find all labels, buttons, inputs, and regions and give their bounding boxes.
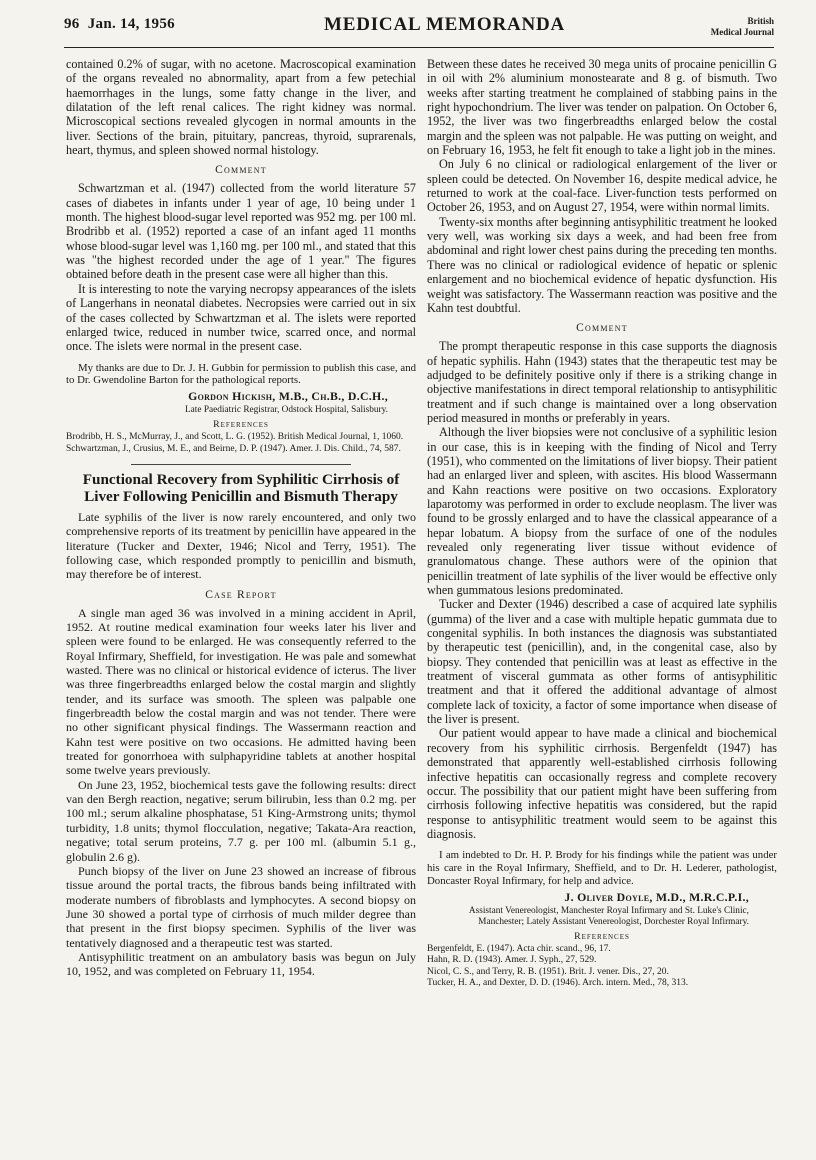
section-heading-comment: Comment: [576, 322, 628, 335]
author-signature: [66, 389, 416, 416]
journal-name-line1: British: [747, 16, 774, 26]
left-column: [66, 57, 416, 979]
paragraph: Although the liver biopsies were not conclusive of a syphilitic lesion in our case, this is in keeping with the finding of Nicol and Terry (1951), who commented on the limitations of liver biopsy. Their patient had an enlarged liver and spleen, with ascites. His blood Wassermann and Kahn reactions were positive on two occasions. Exploratory laparotomy was performed in order to exclude neoplasm. The liver was found to be grossly enlarged and to have the classical appearance of a hepar lobatum. A biopsy from the surface of one of the nodules revealed only regenerating liver tissue without evidence of granulomatous change. These authors were of the opinion that penicillin treatment of late syphilis of the liver would be effective only when gummatous lesions predominated.: [427, 425, 777, 598]
page-header: [64, 12, 774, 52]
author-name: J. Oliver Doyle, M.D., M.R.C.P.I.,: [564, 889, 749, 904]
issue-date: Jan. 14, 1956: [87, 16, 175, 32]
acknowledgement: I am indebted to Dr. H. P. Brody for his findings while the patient was under his care in the Royal Infirmary, Sheffield, and to Dr. H. Lederer, pathologist, Doncaster Royal Infirmary, for help and advice.: [427, 849, 777, 888]
reference-item: Brodribb, H. S., McMurray, J., and Scott, L. G. (1952). British Medical Journal, 1, 1060.: [66, 432, 404, 443]
author-role: Late Paediatric Registrar, Odstock Hospital, Salisbury.: [185, 405, 388, 416]
article-divider: [131, 464, 351, 465]
acknowledgement: My thanks are due to Dr. J. H. Gubbin for permission to publish this case, and to Dr. Gwendoline Barton for the pathological reports.: [66, 361, 416, 387]
paragraph: Between these dates he received 30 mega units of procaine penicillin G in oil with 2% aluminium monostearate and 8 g. of bismuth. Two weeks after starting treatment he complained of stabbing pains in the right hypochondrium. The liver was tender on palpation. On October 6, 1952, the liver was two fingerbreadths enlarged below the costal margin and the spleen was not palpable. He was putting on weight, and on February 16, 1953, he felt fit enough to take a light job in the mines.: [427, 57, 777, 158]
section-heading-case-report: Case Report: [205, 588, 277, 601]
references-heading: References: [213, 419, 269, 431]
reference-item: Hahn, R. D. (1943). Amer. J. Syph., 27, 529.: [427, 955, 597, 966]
paragraph: Schwartzman et al. (1947) collected from the world literature 57 cases of diabetes in infants under 1 year of age, 10 being under 1 month. The highest blood-sugar level reported was 952 mg. per 100 ml. Brodribb et al. (1952) reported a case of an infant aged 11 months whose blood-sugar level was 1,160 mg. per 100 ml., and stated that this was "the highest recorded under the age of 1 year." The figures obtained before death in the present case were all higher than this.: [66, 181, 416, 282]
author-signature: [427, 890, 777, 928]
paragraph: The prompt therapeutic response in this case supports the diagnosis of hepatic syphilis. Hahn (1943) states that the therapeutic test may be adjudged to be definitely positive only if there is a striking change in objective manifestations in direct temporal relationship to antisyphilitic treatment and if such change is maintained over a long observation period measured in months or preferably in years.: [427, 339, 777, 425]
paragraph: Tucker and Dexter (1946) described a case of acquired late syphilis (gumma) of the liver and a case with multiple hepatic gummata due to congenital syphilis. In both instances the diagnosis was substantiated by therapeutic test (penicillin), and, in the congenital case, also by biopsy. They contended that penicillin was at least as effective in the treatment of visceral gummata as other forms of antisyphilitic treatment and that it offered the additional advantage of almost complete lack of toxicity, a factor of some importance when disease of the liver is present.: [427, 597, 777, 727]
paragraph: Late syphilis of the liver is now rarely encountered, and only two comprehensive reports of its treatment by penicillin have appeared in the literature (Tucker and Dexter, 1946; Nicol and Terry, 1951). The following case, which responded promptly to penicillin and bismuth, may therefore be of interest.: [66, 509, 416, 582]
right-column: [427, 57, 777, 989]
references-heading: References: [574, 930, 630, 942]
header-rule: [64, 47, 774, 48]
paragraph: Our patient would appear to have made a clinical and biochemical recovery from his syphilitic cirrhosis. Bergenfeldt (1947) has demonstrated that apparently well-established cirrhosis following infective hepatitis can occasionally regress and complete recovery occur. The possibility that our patient might have been suffering from cirrhosis following infective hepatitis was considered, but the rapid response to antisyphilitic treatment would seem to be against this diagnosis.: [427, 726, 777, 841]
reference-item: Nicol, C. S., and Terry, R. B. (1951). Brit. J. vener. Dis., 27, 20.: [427, 966, 669, 977]
paragraph: Antisyphilitic treatment on an ambulatory basis was begun on July 10, 1952, and was completed on February 11, 1954.: [66, 949, 416, 979]
paragraph: Punch biopsy of the liver on June 23 showed an increase of fibrous tissue around the portal tracts, the fibrous bands being infiltrated with moderate numbers of fibroblasts and lymphocytes. A second biopsy on June 30 showed a portal type of cirrhosis of much milder degree than that present in the first biopsy specimen. Syphilis of the liver was tentatively diagnosed and a therapeutic test was started.: [66, 863, 416, 950]
paragraph: Twenty-six months after beginning antisyphilitic treatment he looked very well, was working six days a week, and had been free from abdominal and right lower chest pains during the preceding ten months. There was no clinical or radiological evidence of hepatic or splenic enlargement and no biochemical evidence of hepatic dysfunction. His weight was satisfactory. The Wassermann reaction was positive and the Kahn test doubtful.: [427, 214, 777, 315]
reference-item: Tucker, H. A., and Dexter, D. D. (1946). Arch. intern. Med., 78, 313.: [427, 977, 689, 988]
journal-name: [711, 16, 774, 38]
reference-item: Schwartzman, J., Crusius, M. E., and Beirne, D. P. (1947). Amer. J. Dis. Child., 74, 587.: [66, 443, 401, 454]
page-number: 96: [64, 16, 80, 32]
paragraph: On July 6 no clinical or radiological enlargement of the liver or spleen could be detected. On November 16, despite medical advice, he returned to work at the coal-face. Liver-function tests performed on October 26, 1953, and on August 27, 1954, were within normal limits.: [427, 157, 777, 215]
paragraph: A single man aged 36 was involved in a mining accident in April, 1952. At routine medical examination four weeks later his liver and spleen were found to be enlarged. He was consequently referred to the Royal Infirmary, Sheffield, for investigation. He was pale and somewhat wasted. There was no clinical or historical evidence of icterus. The liver was three fingerbreadths enlarged below the costal margin and slightly tender, and its surface was smooth. The spleen was palpable one fingerbreadth below the costal margin and was not tender. There were no other significant physical findings. The Wassermann reaction and Kahn test were positive on two occasions. He admitted having been treated for gonorrhoea with sulphapyridine tablets at another hospital some twelve years previously.: [66, 605, 416, 778]
paragraph: On June 23, 1952, biochemical tests gave the following results: direct van den Bergh reaction, negative; serum bilirubin, less than 0.2 mg. per 100 ml.; serum alkaline phosphatase, 51 King-Armstrong units; thymol turbidity, 1.8 units; thymol flocculation, negative; Takata-Ara reaction, negative; total serum proteins, 7.7 g. per 100 ml. (albumin 5.1 g., globulin 2.6 g).: [66, 777, 416, 864]
article-title: Functional Recovery from Syphilitic Cirrhosis of Liver Following Penicillin and Bismuth Therapy: [82, 470, 400, 506]
page-number-and-date: [64, 16, 175, 33]
reference-item: Bergenfeldt, E. (1947). Acta chir. scand., 96, 17.: [427, 943, 611, 954]
paragraph: It is interesting to note the varying necropsy appearances of the islets of Langerhans in neonatal diabetes. Necropsies were carried out in six of the cases collected by Schwartzman et al. The islets were reported enlarged twice, reduced in number twice, scarred once, and normal once. The islets were normal in the present case.: [66, 281, 416, 354]
paragraph: contained 0.2% of sugar, with no acetone. Macroscopical examination of the organs revealed no abnormality, apart from a few petechial haemorrhages in the lungs, some fatty change in the liver, and dilatation of the left renal calices. The right kidney was normal. Microscopical sections revealed glycogen in normal amounts in the liver. Sections of the brain, pituitary, pancreas, thyroid, suprarenals, heart, thymus, and spleen showed normal histology.: [66, 57, 416, 158]
author-role: Assistant Venereologist, Manchester Royal Infirmary and St. Luke's Clinic, Manchester; Lately Assistant Venereologist, Dorchester Royal Infirmary.: [468, 905, 749, 927]
author-name: Gordon Hickish, M.B., Ch.B., D.C.H.,: [188, 389, 388, 404]
journal-name-line2: Medical Journal: [710, 27, 774, 37]
section-title: MEDICAL MEMORANDA: [324, 14, 566, 35]
section-heading-comment: Comment: [215, 164, 267, 177]
